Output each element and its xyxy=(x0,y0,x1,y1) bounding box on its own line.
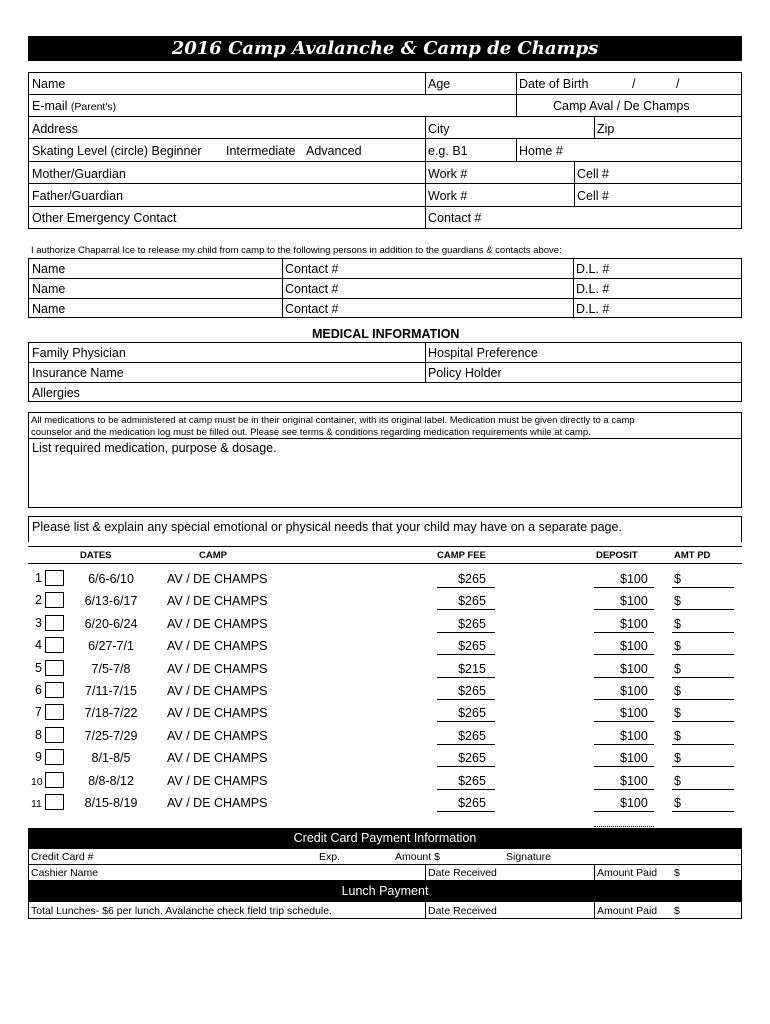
header-amt-pd: AMT PD xyxy=(674,550,711,561)
row-camp[interactable]: AV / DE CHAMPS xyxy=(167,796,268,810)
release-dl-2[interactable]: D.L. # xyxy=(576,282,610,296)
insurance-field[interactable]: Insurance Name xyxy=(32,366,124,380)
fee-underline xyxy=(437,632,495,633)
release-contact-1[interactable]: Contact # xyxy=(285,262,339,276)
row-camp[interactable]: AV / DE CHAMPS xyxy=(167,706,268,720)
row-number: 2 xyxy=(35,593,42,607)
row-camp[interactable]: AV / DE CHAMPS xyxy=(167,572,268,586)
dob-separator: / xyxy=(676,77,680,91)
schedule-row xyxy=(28,569,742,589)
father-cell-field[interactable]: Cell # xyxy=(577,189,609,203)
special-needs-label: Please list & explain any special emotional or physical needs that your child may have on a separate page. xyxy=(32,520,622,534)
credit-amount-paid-field[interactable]: Amount Paid xyxy=(597,867,658,879)
email-note: (Parent's) xyxy=(70,101,117,113)
row-camp[interactable]: AV / DE CHAMPS xyxy=(167,662,268,676)
credit-card-exp-field[interactable]: Exp. xyxy=(319,851,341,863)
row-deposit: $100 xyxy=(620,774,648,788)
dob-separator: / xyxy=(632,77,636,91)
row-fee: $265 xyxy=(458,617,486,631)
father-work-field[interactable]: Work # xyxy=(428,189,468,203)
row-amt-pd[interactable]: $ xyxy=(674,639,681,653)
row-dates: 6/27-7/1 xyxy=(88,639,134,653)
release-name-1[interactable]: Name xyxy=(32,262,66,276)
deposit-underline xyxy=(594,766,654,767)
schedule-row xyxy=(28,748,742,768)
name-field[interactable]: Name xyxy=(32,77,66,91)
row-deposit: $100 xyxy=(620,729,648,743)
row-deposit: $100 xyxy=(620,572,648,586)
deposit-underline xyxy=(594,744,654,745)
row-camp[interactable]: AV / DE CHAMPS xyxy=(167,594,268,608)
credit-card-section xyxy=(28,828,742,881)
skating-intermediate[interactable]: Intermediate xyxy=(226,144,296,158)
row-fee: $215 xyxy=(458,662,486,676)
row-number: 7 xyxy=(35,705,42,719)
medication-list-field[interactable]: List required medication, purpose & dosage. xyxy=(32,441,277,455)
deposit-underline xyxy=(594,587,654,588)
row-dates: 6/13-6/17 xyxy=(84,594,138,608)
row-amt-pd[interactable]: $ xyxy=(674,706,681,720)
amt-pd-underline xyxy=(672,699,734,700)
release-contact-3[interactable]: Contact # xyxy=(285,302,339,316)
row-camp[interactable]: AV / DE CHAMPS xyxy=(167,684,268,698)
amt-pd-underline xyxy=(672,632,734,633)
row-camp[interactable]: AV / DE CHAMPS xyxy=(167,774,268,788)
header-dates: DATES xyxy=(80,550,112,561)
level-example: e.g. B1 xyxy=(428,144,468,158)
amt-pd-underline xyxy=(672,766,734,767)
header-camp: CAMP xyxy=(199,550,227,561)
address-field[interactable]: Address xyxy=(32,122,78,136)
amt-pd-underline xyxy=(672,654,734,655)
row-dates: 8/15-8/19 xyxy=(84,796,138,810)
release-dl-1[interactable]: D.L. # xyxy=(576,262,610,276)
fee-underline xyxy=(437,811,495,812)
age-field[interactable]: Age xyxy=(428,77,451,91)
week-checkbox[interactable] xyxy=(45,794,64,810)
credit-date-received-field[interactable]: Date Received xyxy=(428,867,497,879)
row-deposit: $100 xyxy=(620,662,648,676)
row-number: 6 xyxy=(35,683,42,697)
lunch-section xyxy=(28,881,742,919)
special-needs-field[interactable] xyxy=(28,516,742,542)
physician-field[interactable]: Family Physician xyxy=(32,346,126,360)
row-camp[interactable]: AV / DE CHAMPS xyxy=(167,729,268,743)
row-camp[interactable]: AV / DE CHAMPS xyxy=(167,751,268,765)
credit-card-number-field[interactable]: Credit Card # xyxy=(31,851,94,863)
credit-card-signature-field[interactable]: Signature xyxy=(506,851,551,863)
row-fee: $265 xyxy=(458,706,486,720)
row-amt-pd[interactable]: $ xyxy=(674,751,681,765)
dob-field[interactable]: Date of Birth xyxy=(519,77,589,91)
mother-field[interactable]: Mother/Guardian xyxy=(32,167,126,181)
fee-underline xyxy=(437,654,495,655)
lunch-heading: Lunch Payment xyxy=(29,881,741,902)
fee-underline xyxy=(437,766,495,767)
form-title: 2016 Camp Avalanche & Camp de Champs xyxy=(28,36,742,61)
amt-pd-underline xyxy=(672,811,734,812)
row-dates: 7/18-7/22 xyxy=(84,706,138,720)
header-deposit: DEPOSIT xyxy=(596,550,638,561)
hospital-field[interactable]: Hospital Preference xyxy=(428,346,538,360)
week-checkbox[interactable] xyxy=(45,772,64,788)
amt-pd-underline xyxy=(672,789,734,790)
row-number: 4 xyxy=(35,638,42,652)
email-field[interactable] xyxy=(32,99,116,114)
camp-choice[interactable]: Camp Aval / De Champs xyxy=(553,99,690,113)
row-deposit: $100 xyxy=(620,706,648,720)
row-amt-pd[interactable]: $ xyxy=(674,662,681,676)
week-checkbox[interactable] xyxy=(45,570,64,586)
schedule-row xyxy=(28,681,742,701)
amt-pd-underline xyxy=(672,677,734,678)
row-dates: 6/20-6/24 xyxy=(84,617,138,631)
row-deposit: $100 xyxy=(620,617,648,631)
home-phone-field[interactable]: Home # xyxy=(519,144,563,158)
row-number: 10 xyxy=(31,776,43,788)
release-dl-3[interactable]: D.L. # xyxy=(576,302,610,316)
fee-underline xyxy=(437,677,495,678)
row-deposit: $100 xyxy=(620,594,648,608)
week-checkbox[interactable] xyxy=(45,637,64,653)
authorize-text: I authorize Chaparral Ice to release my child from camp to the following persons in addition to the guardians & contacts above: xyxy=(31,245,562,256)
amt-pd-underline xyxy=(672,744,734,745)
email-label: E-mail xyxy=(32,99,68,113)
schedule-header xyxy=(28,546,742,564)
row-amt-pd[interactable]: $ xyxy=(674,729,681,743)
skating-level-field[interactable]: Skating Level (circle) Beginner xyxy=(32,144,202,158)
row-deposit: $100 xyxy=(620,796,648,810)
row-fee: $265 xyxy=(458,572,486,586)
row-dates: 6/6-6/10 xyxy=(88,572,134,586)
mother-work-field[interactable]: Work # xyxy=(428,167,468,181)
row-number: 3 xyxy=(35,616,42,630)
week-checkbox[interactable] xyxy=(45,704,64,720)
row-number: 1 xyxy=(35,571,42,585)
deposit-underline xyxy=(594,609,654,610)
deposit-underline xyxy=(594,811,654,812)
schedule-row xyxy=(28,703,742,723)
allergies-field[interactable]: Allergies xyxy=(32,386,80,400)
row-number: 11 xyxy=(31,798,42,810)
skating-advanced[interactable]: Advanced xyxy=(306,144,362,158)
amt-pd-underline xyxy=(672,721,734,722)
fee-underline xyxy=(437,744,495,745)
amt-pd-underline xyxy=(672,609,734,610)
schedule-row xyxy=(28,726,742,746)
deposit-underline xyxy=(594,789,654,790)
row-fee: $265 xyxy=(458,774,486,788)
release-name-2[interactable]: Name xyxy=(32,282,66,296)
schedule-row xyxy=(28,614,742,634)
deposit-underline xyxy=(594,699,654,700)
row-amt-pd[interactable]: $ xyxy=(674,594,681,608)
row-fee: $265 xyxy=(458,594,486,608)
schedule-row xyxy=(28,771,742,791)
medical-section xyxy=(28,342,742,402)
emergency-contact-number[interactable]: Contact # xyxy=(428,211,482,225)
lunch-date-received-field[interactable]: Date Received xyxy=(428,905,497,917)
camper-info-section xyxy=(28,72,742,229)
credit-card-amount-field[interactable]: Amount $ xyxy=(395,851,440,863)
cashier-name-field[interactable]: Cashier Name xyxy=(31,867,99,879)
row-fee: $265 xyxy=(458,796,486,810)
policy-holder-field[interactable]: Policy Holder xyxy=(428,366,502,380)
week-checkbox[interactable] xyxy=(45,727,64,743)
release-persons-section xyxy=(28,258,742,318)
row-dates: 7/5-7/8 xyxy=(91,662,131,676)
medication-notice-line1: All medications to be administered at camp must be in their original container, with its original label. Medication must be given directly to a camp xyxy=(31,415,635,426)
release-contact-2[interactable]: Contact # xyxy=(285,282,339,296)
row-amt-pd[interactable]: $ xyxy=(674,774,681,788)
schedule-row xyxy=(28,793,742,813)
row-deposit: $100 xyxy=(620,639,648,653)
deposit-underline xyxy=(594,654,654,655)
week-checkbox[interactable] xyxy=(45,660,64,676)
week-checkbox[interactable] xyxy=(45,682,64,698)
lunch-amount-paid-field[interactable]: Amount Paid xyxy=(597,905,658,917)
row-camp[interactable]: AV / DE CHAMPS xyxy=(167,639,268,653)
medical-heading: MEDICAL INFORMATION xyxy=(312,327,460,341)
row-dates: 7/11-7/15 xyxy=(85,684,137,698)
row-fee: $265 xyxy=(458,729,486,743)
row-camp[interactable]: AV / DE CHAMPS xyxy=(167,617,268,631)
row-deposit: $100 xyxy=(620,751,648,765)
week-checkbox[interactable] xyxy=(45,749,64,765)
city-field[interactable]: City xyxy=(428,122,450,136)
total-lunches-field[interactable]: Total Lunches- $6 per lunch. Avalanche check field trip schedule. xyxy=(31,905,332,917)
fee-underline xyxy=(437,789,495,790)
row-fee: $265 xyxy=(458,639,486,653)
row-dates: 7/25-7/29 xyxy=(84,729,138,743)
medication-notice-line2: counselor and the medication log must be filled out. Please see terms & conditions regarding medication requirements while at camp. xyxy=(31,427,591,438)
medication-section xyxy=(28,412,742,508)
zip-field[interactable]: Zip xyxy=(597,122,615,136)
deposit-total-line xyxy=(594,826,654,827)
deposit-underline xyxy=(594,721,654,722)
fee-underline xyxy=(437,587,495,588)
row-amt-pd[interactable]: $ xyxy=(674,684,681,698)
father-field[interactable]: Father/Guardian xyxy=(32,189,124,203)
schedule-row xyxy=(28,636,742,656)
row-amt-pd[interactable]: $ xyxy=(674,796,681,810)
week-checkbox[interactable] xyxy=(45,592,64,608)
row-amt-pd[interactable]: $ xyxy=(674,617,681,631)
row-dates: 8/1-8/5 xyxy=(91,751,131,765)
fee-underline xyxy=(437,699,495,700)
row-amt-pd[interactable]: $ xyxy=(674,572,681,586)
release-name-3[interactable]: Name xyxy=(32,302,66,316)
fee-underline xyxy=(437,609,495,610)
row-deposit: $100 xyxy=(620,684,648,698)
lunch-amount-dollar: $ xyxy=(674,905,680,917)
credit-card-heading: Credit Card Payment Information xyxy=(29,828,741,849)
mother-cell-field[interactable]: Cell # xyxy=(577,167,609,181)
row-number: 9 xyxy=(35,750,42,764)
schedule-row xyxy=(28,659,742,679)
header-fee: CAMP FEE xyxy=(437,550,486,561)
credit-amount-dollar: $ xyxy=(674,867,680,879)
row-dates: 8/8-8/12 xyxy=(88,774,134,788)
emergency-contact-field[interactable]: Other Emergency Contact xyxy=(32,211,177,225)
row-fee: $265 xyxy=(458,751,486,765)
amt-pd-underline xyxy=(672,587,734,588)
row-number: 8 xyxy=(35,728,42,742)
deposit-underline xyxy=(594,632,654,633)
week-checkbox[interactable] xyxy=(45,615,64,631)
fee-underline xyxy=(437,721,495,722)
schedule-row xyxy=(28,591,742,611)
row-fee: $265 xyxy=(458,684,486,698)
deposit-underline xyxy=(594,677,654,678)
row-number: 5 xyxy=(35,661,42,675)
